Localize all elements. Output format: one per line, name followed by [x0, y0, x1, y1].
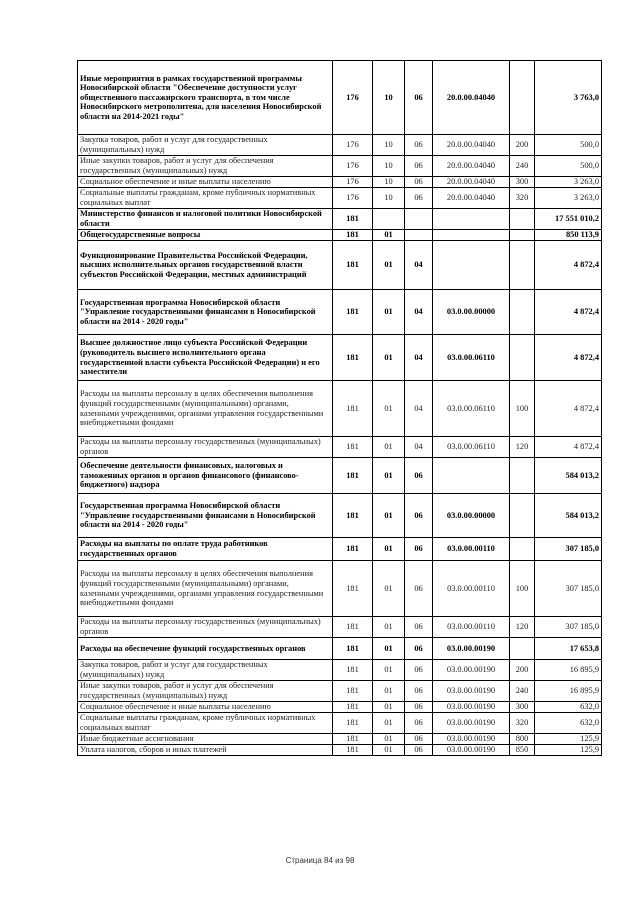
- row-amount: 3 263,0: [535, 188, 602, 209]
- row-expense-type: 850: [510, 745, 535, 756]
- row-grbs-code: 181: [333, 561, 373, 617]
- row-amount: 307 185,0: [535, 538, 602, 561]
- row-section-code: 10: [373, 135, 405, 156]
- row-expense-type: 120: [510, 437, 535, 458]
- row-name: Государственная программа Новосибирской области "Управление государственными финансами в Новосибирской области на 2014 - 2020 годы": [78, 494, 333, 538]
- row-target-article: [433, 458, 510, 494]
- row-subsection-code: 06: [405, 660, 433, 681]
- row-subsection-code: 06: [405, 177, 433, 188]
- row-target-article: 03.0.00.06110: [433, 437, 510, 458]
- row-amount: 4 872,4: [535, 437, 602, 458]
- row-target-article: 03.0.00.00190: [433, 638, 510, 660]
- table-row: [78, 660, 602, 681]
- row-grbs-code: 181: [333, 335, 373, 381]
- row-section-code: 01: [373, 494, 405, 538]
- row-name: Расходы на выплаты персоналу государственных (муниципальных) органов: [78, 437, 333, 458]
- row-target-article: 20.0.00.04040: [433, 177, 510, 188]
- table-row: [78, 745, 602, 756]
- row-amount: 125,9: [535, 734, 602, 745]
- row-target-article: 20.0.00.04040: [433, 61, 510, 135]
- row-expense-type: [510, 230, 535, 241]
- row-grbs-code: 176: [333, 61, 373, 135]
- row-name: Расходы на выплаты персоналу государственных (муниципальных) органов: [78, 617, 333, 638]
- row-grbs-code: 181: [333, 638, 373, 660]
- row-amount: 632,0: [535, 702, 602, 713]
- row-target-article: 20.0.00.04040: [433, 188, 510, 209]
- row-target-article: 20.0.00.04040: [433, 135, 510, 156]
- row-section-code: 10: [373, 188, 405, 209]
- row-subsection-code: 06: [405, 156, 433, 177]
- row-grbs-code: 176: [333, 177, 373, 188]
- row-grbs-code: 181: [333, 734, 373, 745]
- row-section-code: 01: [373, 745, 405, 756]
- row-expense-type: 100: [510, 381, 535, 437]
- row-name: Социальное обеспечение и иные выплаты населению: [78, 702, 333, 713]
- row-name: Функционирование Правительства Российской Федерации, высших исполнительных органов государственной власти субъектов Российской Федерации, местных администраций: [78, 241, 333, 290]
- row-name: Расходы на выплаты персоналу в целях обеспечения выполнения функций государственными (муниципальными) органами, казенными учреждениями, органами управления государственными внебюджетными фондами: [78, 561, 333, 617]
- row-target-article: 03.0.00.00000: [433, 290, 510, 335]
- table-row: [78, 156, 602, 177]
- row-section-code: 01: [373, 713, 405, 734]
- row-expense-type: [510, 494, 535, 538]
- row-subsection-code: 06: [405, 458, 433, 494]
- row-section-code: 10: [373, 156, 405, 177]
- row-grbs-code: 181: [333, 458, 373, 494]
- table-row: [78, 241, 602, 290]
- row-section-code: 01: [373, 437, 405, 458]
- table-body: [78, 61, 602, 756]
- row-section-code: 01: [373, 734, 405, 745]
- row-name: Государственная программа Новосибирской области "Управление государственными финансами в Новосибирской области на 2014 - 2020 годы": [78, 290, 333, 335]
- row-grbs-code: 181: [333, 230, 373, 241]
- row-grbs-code: 181: [333, 702, 373, 713]
- row-section-code: 01: [373, 335, 405, 381]
- row-amount: 584 013,2: [535, 458, 602, 494]
- row-grbs-code: 181: [333, 538, 373, 561]
- row-target-article: 20.0.00.04040: [433, 156, 510, 177]
- row-amount: 16 895,9: [535, 660, 602, 681]
- row-expense-type: [510, 209, 535, 230]
- row-target-article: 03.0.00.00000: [433, 494, 510, 538]
- row-section-code: [373, 209, 405, 230]
- row-target-article: 03.0.00.00110: [433, 561, 510, 617]
- row-name: Социальное обеспечение и иные выплаты населению: [78, 177, 333, 188]
- row-section-code: 01: [373, 702, 405, 713]
- table-row: [78, 437, 602, 458]
- row-section-code: 01: [373, 458, 405, 494]
- row-amount: 307 185,0: [535, 561, 602, 617]
- row-amount: 4 872,4: [535, 241, 602, 290]
- row-name: Общегосударственные вопросы: [78, 230, 333, 241]
- row-target-article: 03.0.00.00190: [433, 713, 510, 734]
- row-amount: 16 895,9: [535, 681, 602, 702]
- row-subsection-code: 04: [405, 381, 433, 437]
- row-amount: 307 185,0: [535, 617, 602, 638]
- row-amount: 500,0: [535, 135, 602, 156]
- row-name: Иные мероприятия в рамках государственной программы Новосибирской области "Обеспечение доступности услуг общественного пассажирского транспорта, в том числе Новосибирского метрополитена, для населения Новосибирской области на 2014-2021 годы": [78, 61, 333, 135]
- row-section-code: 01: [373, 638, 405, 660]
- row-target-article: 03.0.00.00190: [433, 745, 510, 756]
- row-expense-type: 320: [510, 713, 535, 734]
- row-expense-type: 320: [510, 188, 535, 209]
- row-amount: 584 013,2: [535, 494, 602, 538]
- row-grbs-code: 181: [333, 381, 373, 437]
- row-expense-type: [510, 458, 535, 494]
- row-grbs-code: 181: [333, 209, 373, 230]
- row-section-code: 01: [373, 241, 405, 290]
- row-expense-type: [510, 241, 535, 290]
- table-row: [78, 177, 602, 188]
- row-expense-type: 240: [510, 681, 535, 702]
- row-amount: 3 263,0: [535, 177, 602, 188]
- row-section-code: 01: [373, 561, 405, 617]
- row-expense-type: 100: [510, 561, 535, 617]
- budget-table: [77, 60, 602, 756]
- table-row: [78, 290, 602, 335]
- row-section-code: 10: [373, 61, 405, 135]
- row-subsection-code: [405, 230, 433, 241]
- row-subsection-code: 06: [405, 713, 433, 734]
- row-name: Закупка товаров, работ и услуг для государственных (муниципальных) нужд: [78, 135, 333, 156]
- row-subsection-code: 04: [405, 290, 433, 335]
- row-grbs-code: 181: [333, 745, 373, 756]
- row-target-article: 03.0.00.00110: [433, 617, 510, 638]
- row-name: Уплата налогов, сборов и иных платежей: [78, 745, 333, 756]
- row-amount: 17 551 010,2: [535, 209, 602, 230]
- row-amount: 3 763,0: [535, 61, 602, 135]
- row-name: Расходы на выплаты по оплате труда работников государственных органов: [78, 538, 333, 561]
- row-expense-type: 300: [510, 177, 535, 188]
- row-subsection-code: 06: [405, 538, 433, 561]
- row-subsection-code: 06: [405, 702, 433, 713]
- table-row: [78, 713, 602, 734]
- row-section-code: 01: [373, 381, 405, 437]
- row-section-code: 10: [373, 177, 405, 188]
- row-grbs-code: 181: [333, 437, 373, 458]
- table-row: [78, 681, 602, 702]
- row-grbs-code: 176: [333, 156, 373, 177]
- row-section-code: 01: [373, 290, 405, 335]
- row-expense-type: 200: [510, 135, 535, 156]
- row-name: Социальные выплаты гражданам, кроме публичных нормативных социальных выплат: [78, 188, 333, 209]
- row-subsection-code: 04: [405, 335, 433, 381]
- table-row: [78, 617, 602, 638]
- row-subsection-code: 06: [405, 561, 433, 617]
- row-section-code: 01: [373, 660, 405, 681]
- row-amount: 4 872,4: [535, 290, 602, 335]
- row-subsection-code: 06: [405, 745, 433, 756]
- table-row: [78, 734, 602, 745]
- table-row: [78, 188, 602, 209]
- row-amount: 4 872,4: [535, 381, 602, 437]
- row-target-article: 03.0.00.00190: [433, 734, 510, 745]
- table-row: [78, 538, 602, 561]
- row-grbs-code: 181: [333, 713, 373, 734]
- row-target-article: 03.0.00.06110: [433, 381, 510, 437]
- row-target-article: 03.0.00.00190: [433, 702, 510, 713]
- table-row: [78, 381, 602, 437]
- row-grbs-code: 181: [333, 660, 373, 681]
- row-name: Высшее должностное лицо субъекта Российской Федерации (руководитель высшего исполнительного органа государственной власти субъекта Российской Федерации) и его заместители: [78, 335, 333, 381]
- row-name: Расходы на обеспечение функций государственных органов: [78, 638, 333, 660]
- row-expense-type: [510, 290, 535, 335]
- row-expense-type: 800: [510, 734, 535, 745]
- row-section-code: 01: [373, 617, 405, 638]
- table-row: [78, 61, 602, 135]
- row-target-article: 03.0.00.00190: [433, 660, 510, 681]
- row-subsection-code: 06: [405, 494, 433, 538]
- row-subsection-code: 06: [405, 734, 433, 745]
- row-target-article: 03.0.00.06110: [433, 335, 510, 381]
- row-grbs-code: 181: [333, 290, 373, 335]
- row-expense-type: [510, 61, 535, 135]
- row-target-article: 03.0.00.00190: [433, 681, 510, 702]
- row-name: Министерство финансов и налоговой политики Новосибирской области: [78, 209, 333, 230]
- row-grbs-code: 176: [333, 188, 373, 209]
- row-name: Обеспечение деятельности финансовых, налоговых и таможенных органов и органов финансового (финансово-бюджетного) надзора: [78, 458, 333, 494]
- row-amount: 500,0: [535, 156, 602, 177]
- row-amount: 4 872,4: [535, 335, 602, 381]
- row-expense-type: 120: [510, 617, 535, 638]
- row-subsection-code: 06: [405, 188, 433, 209]
- row-grbs-code: 176: [333, 135, 373, 156]
- row-name: Иные закупки товаров, работ и услуг для обеспечения государственных (муниципальных) нужд: [78, 156, 333, 177]
- row-expense-type: 200: [510, 660, 535, 681]
- table-row: [78, 494, 602, 538]
- row-name: Закупка товаров, работ и услуг для государственных (муниципальных) нужд: [78, 660, 333, 681]
- row-subsection-code: [405, 209, 433, 230]
- row-grbs-code: 181: [333, 241, 373, 290]
- row-name: Иные бюджетные ассигнования: [78, 734, 333, 745]
- row-grbs-code: 181: [333, 617, 373, 638]
- row-name: Расходы на выплаты персоналу в целях обеспечения выполнения функций государственными (муниципальными) органами, казенными учреждениями, органами управления государственными внебюджетными фондами: [78, 381, 333, 437]
- table-row: [78, 561, 602, 617]
- row-target-article: [433, 230, 510, 241]
- row-target-article: 03.0.00.00110: [433, 538, 510, 561]
- row-name: Иные закупки товаров, работ и услуг для обеспечения государственных (муниципальных) нужд: [78, 681, 333, 702]
- row-amount: 17 653,8: [535, 638, 602, 660]
- row-amount: 850 113,9: [535, 230, 602, 241]
- row-target-article: [433, 209, 510, 230]
- row-grbs-code: 181: [333, 681, 373, 702]
- page-number: Страница 84 из 98: [285, 856, 355, 865]
- row-target-article: [433, 241, 510, 290]
- row-amount: 632,0: [535, 713, 602, 734]
- row-subsection-code: 04: [405, 437, 433, 458]
- row-subsection-code: 06: [405, 617, 433, 638]
- row-expense-type: 240: [510, 156, 535, 177]
- table-row: [78, 230, 602, 241]
- table-row: [78, 702, 602, 713]
- row-section-code: 01: [373, 230, 405, 241]
- table-row: [78, 458, 602, 494]
- table-row: [78, 209, 602, 230]
- row-expense-type: 300: [510, 702, 535, 713]
- row-subsection-code: 06: [405, 135, 433, 156]
- row-subsection-code: 06: [405, 638, 433, 660]
- row-expense-type: [510, 335, 535, 381]
- row-name: Социальные выплаты гражданам, кроме публичных нормативных социальных выплат: [78, 713, 333, 734]
- row-subsection-code: 06: [405, 681, 433, 702]
- table-row: [78, 335, 602, 381]
- row-amount: 125,9: [535, 745, 602, 756]
- row-subsection-code: 06: [405, 61, 433, 135]
- table-row: [78, 135, 602, 156]
- row-section-code: 01: [373, 681, 405, 702]
- row-subsection-code: 04: [405, 241, 433, 290]
- row-expense-type: [510, 638, 535, 660]
- table-row: [78, 638, 602, 660]
- row-grbs-code: 181: [333, 494, 373, 538]
- row-expense-type: [510, 538, 535, 561]
- row-section-code: 01: [373, 538, 405, 561]
